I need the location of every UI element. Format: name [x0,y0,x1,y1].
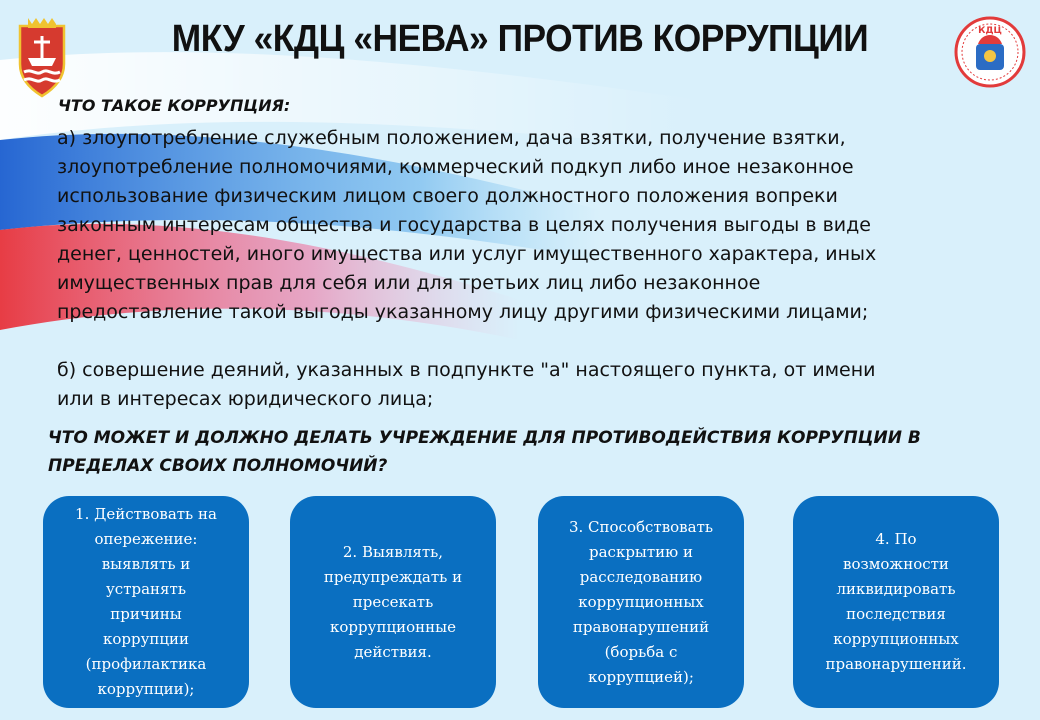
action-card-2 [290,496,496,708]
action-card-text: 3. Способствовать раскрытию и расследованию коррупционных правонарушений (борьба с коррупцией); [568,517,714,686]
action-card-text: 1. Действовать на опережение: выявлять и устранять причины коррупции (профилактика коррупции); [75,505,217,698]
page-title: МКУ «КДЦ «НЕВА» ПРОТИВ КОРРУПЦИИ [171,18,869,60]
definition-block [57,124,1017,414]
definition-item-a: а) злоупотребление служебным положением, дача взятки, получение взятки, злоупотребление полномочиями, коммерческий подкуп либо иное незаконное использование физическим лицом своего должностного положения вопреки законным интересам общества и государства в целях получения выгоды в виде денег, ценностей, иного имущества или услуг имущественного характера, иных имущественных прав для себя или для третьих лиц либо незаконное предоставление такой выгоды указанному лицу другими физическими лицами; [57,127,877,323]
question-what-is-corruption: ЧТО ТАКОЕ КОРРУПЦИЯ: [58,96,291,115]
coat-of-arms-icon [14,14,70,98]
question-what-can-institution-do: ЧТО МОЖЕТ И ДОЛЖНО ДЕЛАТЬ УЧРЕЖДЕНИЕ ДЛЯ ПРОТИВОДЕЙСТВИЯ КОРРУПЦИИ В ПРЕДЕЛАХ СВОИХ ПОЛНОМОЧИЙ? [48,428,921,476]
action-card-1 [43,496,249,708]
definition-item-b: б) совершение деяний, указанных в подпункте "а" настоящего пункта, от имени или в интересах юридического лица; [57,359,876,410]
action-card-3 [538,496,744,708]
logo-text: КДЦ [978,26,1002,36]
action-card-text: 2. Выявлять, предупреждать и пресекать коррупционные действия. [323,542,463,661]
action-card-4 [793,496,999,708]
action-card-text: 4. По возможности ликвидировать последствия коррупционных правонарушений. [825,530,967,673]
kdc-logo-icon [952,14,1028,90]
